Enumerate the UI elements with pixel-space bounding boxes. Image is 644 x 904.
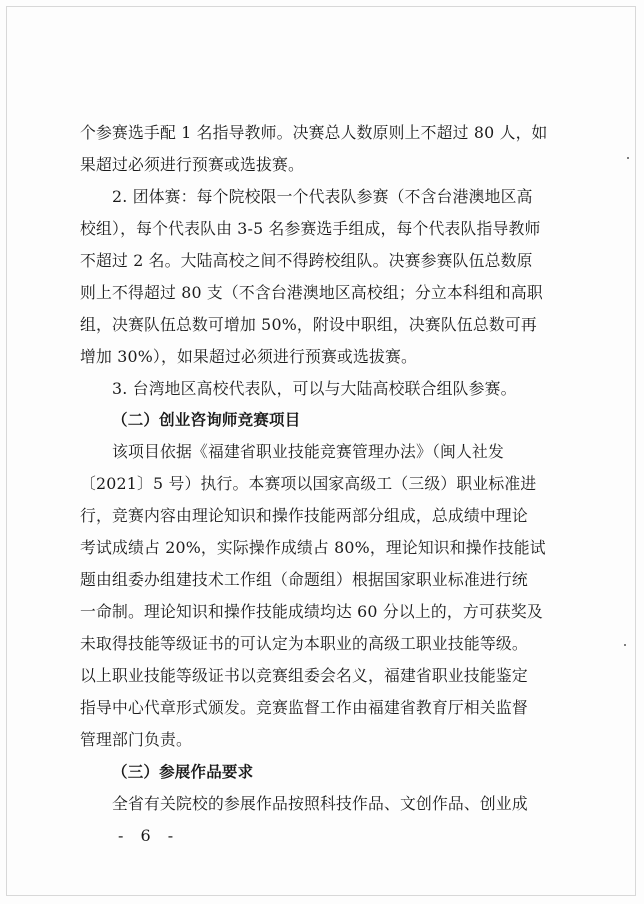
body-line: 管理部门负责。: [80, 730, 192, 749]
page-number: - 6 -: [118, 826, 180, 845]
body-line: 2. 团体赛：每个院校限一个代表队参赛（不含台港澳地区高: [112, 187, 533, 206]
body-line: 个参赛选手配 1 名指导教师。决赛总人数原则上不超过 80 人，如: [80, 123, 548, 142]
body-line: 不超过 2 名。大陆高校之间不得跨校组队。决赛参赛队伍总数原: [80, 251, 533, 270]
scan-speck: [627, 157, 629, 159]
body-line: 〔2021〕5 号）执行。本赛项以国家高级工（三级）职业标准进: [80, 474, 537, 493]
section-heading: （三）参展作品要求: [112, 763, 254, 781]
body-line: 题由组委办组建技术工作组（命题组）根据国家职业标准进行统: [80, 570, 528, 589]
body-line: 3. 台湾地区高校代表队，可以与大陆高校联合组队参赛。: [112, 379, 517, 398]
body-line: 全省有关院校的参展作品按照科技作品、文创作品、创业成: [112, 794, 528, 813]
body-line: 一命制。理论知识和操作技能成绩均达 60 分以上的，方可获奖及: [80, 602, 543, 621]
body-line: 指导中心代章形式颁发。竞赛监督工作由福建省教育厅相关监督: [80, 698, 528, 717]
body-line: 考试成绩占 20%，实际操作成绩占 80%，理论知识和操作技能试: [80, 538, 546, 557]
body-line: 则上不得超过 80 支（不含台港澳地区高校组；分立本科组和高职: [80, 283, 543, 302]
body-line: 未取得技能等级证书的可认定为本职业的高级工职业技能等级。: [80, 634, 528, 653]
body-line: 校组），每个代表队由 3-5 名参赛选手组成，每个代表队指导教师: [80, 219, 541, 238]
body-line: 该项目依据《福建省职业技能竞赛管理办法》（闽人社发: [112, 442, 505, 461]
body-line: 果超过必须进行预赛或选拔赛。: [80, 155, 304, 174]
section-heading: （二）创业咨询师竞赛项目: [112, 411, 301, 429]
body-line: 组，决赛队伍总数可增加 50%，附设中职组，决赛队伍总数可再: [80, 315, 537, 334]
body-line: 行，竞赛内容由理论知识和操作技能两部分组成，总成绩中理论: [80, 506, 528, 525]
body-line: 增加 30%），如果超过必须进行预赛或选拔赛。: [80, 347, 417, 366]
body-line: 以上职业技能等级证书以竞赛组委会名义，福建省职业技能鉴定: [80, 666, 528, 685]
scan-speck: [624, 644, 626, 646]
